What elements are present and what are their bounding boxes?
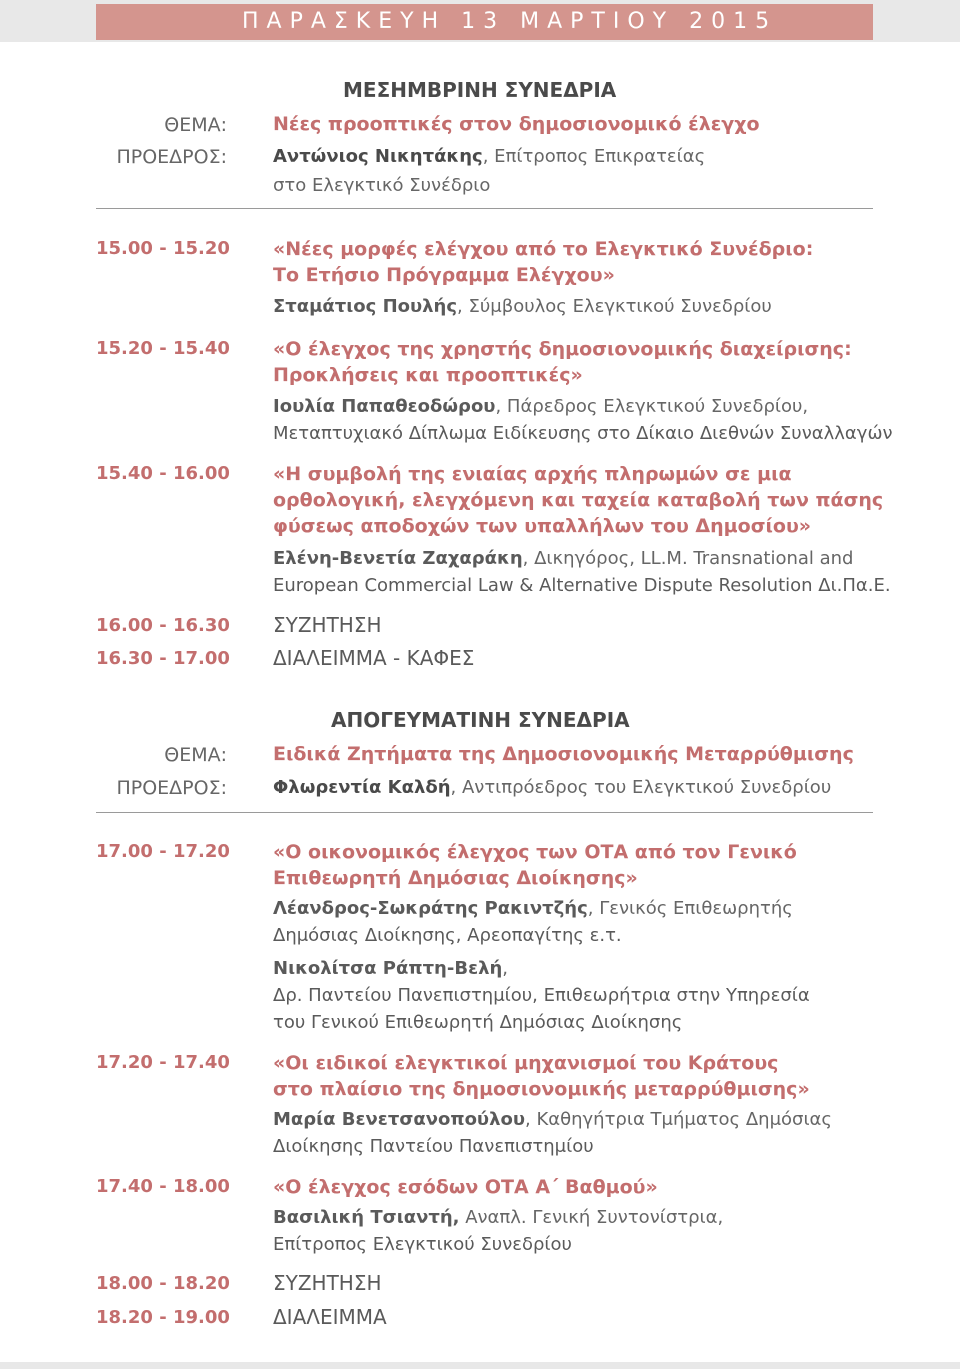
speaker-affiliation-line: του Γενικού Επιθεωρητή Δημόσιας Διοίκησης (273, 1012, 683, 1033)
talk-speaker: Μαρία Βενετσανοπούλου, Καθηγήτρια Τμήματος Δημόσιας (273, 1109, 832, 1130)
theme-label: ΘΕΜΑ: (164, 744, 227, 766)
talk-title: «Ο έλεγχος εσόδων ΟΤΑ Α΄ Βαθμού» (273, 1176, 658, 1198)
divider (96, 208, 873, 209)
speaker-affiliation-line: Δρ. Παντείου Πανεπιστημίου, Επιθεωρήτρια στην Υπηρεσία (273, 985, 810, 1006)
chair-name: Φλωρεντία Καλδή (273, 777, 451, 798)
chair-name: Αντώνιος Νικητάκης (273, 146, 483, 167)
break-time: 16.30 - 17.00 (96, 648, 230, 669)
talk-title: «Ο οικονομικός έλεγχος των ΟΤΑ από τον Γενικό Επιθεωρητή Δημόσιας Διοίκησης» (273, 841, 797, 889)
session-theme: Ειδικά Ζητήματα της Δημοσιονομικής Μεταρρύθμισης (273, 743, 854, 765)
session-title-midday: ΜΕΣΗΜΒΡΙΝΗ ΣΥΝΕΔΡΙΑ (343, 78, 617, 102)
chair-label: ΠΡΟΕΔΡΟΣ: (116, 146, 227, 168)
talk-title: «Η συμβολή της ενιαίας αρχής πληρωμών σε μια ορθολογική, ελεγχόμενη και ταχεία καταβολή των πάσης φύσεως αποδοχών των υπαλλήλων του Δημοσίου» (273, 463, 884, 537)
talk-title: «Νέες μορφές ελέγχου από το Ελεγκτικό Συνέδριο: Το Ετήσιο Πρόγραμμα Ελέγχου» (273, 238, 814, 286)
talk-speaker: Σταμάτιος Πουλής, Σύμβουλος Ελεγκτικού Συνεδρίου (273, 296, 772, 317)
speaker-affiliation-line2: Δημόσιας Διοίκησης, Αρεοπαγίτης ε.τ. (273, 925, 622, 946)
talk-time: 17.00 - 17.20 (96, 841, 230, 862)
talk-speaker: Ιουλία Παπαθεοδώρου, Πάρεδρος Ελεγκτικού Συνεδρίου, (273, 396, 809, 417)
break-time: 18.20 - 19.00 (96, 1307, 230, 1328)
talk-time: 17.40 - 18.00 (96, 1176, 230, 1197)
talk-time: 15.20 - 15.40 (96, 338, 230, 359)
session-title-afternoon: ΑΠΟΓΕΥΜΑΤΙΝΗ ΣΥΝΕΔΡΙΑ (331, 708, 630, 732)
bottom-band (0, 1362, 960, 1369)
talk-time: 15.40 - 16.00 (96, 463, 230, 484)
talk-title: «Οι ειδικοί ελεγκτικοί μηχανισμοί του Κράτους στο πλαίσιο της δημοσιονομικής μεταρρύθμισης» (273, 1052, 810, 1100)
speaker-name: Μαρία Βενετσανοπούλου (273, 1109, 525, 1130)
chair-affiliation: , Αντιπρόεδρος του Ελεγκτικού Συνεδρίου (450, 777, 832, 798)
session-chair (273, 777, 831, 798)
session-theme: Νέες προοπτικές στον δημοσιονομικό έλεγχο (273, 113, 760, 135)
talk-time: 17.20 - 17.40 (96, 1052, 230, 1073)
discussion-time: 16.00 - 16.30 (96, 615, 230, 636)
speaker-name: Βασιλική Τσιαντή, (273, 1207, 460, 1228)
chair-label: ΠΡΟΕΔΡΟΣ: (116, 777, 227, 799)
speaker-affiliation-line2: European Commercial Law & Alternative Dispute Resolution Δι.Πα.Ε. (273, 575, 891, 596)
talk-speaker: Βασιλική Τσιαντή, Αναπλ. Γενική Συντονίστρια, (273, 1207, 724, 1228)
speaker-affiliation-line2: Μεταπτυχιακό Δίπλωμα Ειδίκευσης στο Δίκαιο Διεθνών Συναλλαγών (273, 423, 893, 444)
speaker-name: Λέανδρος-Σωκράτης Ρακιντζής (273, 898, 588, 919)
speaker-name: Ιουλία Παπαθεοδώρου (273, 396, 496, 417)
discussion-label: ΣΥΖΗΤΗΣΗ (273, 1271, 382, 1295)
speaker-name: Νικολίτσα Ράπτη-Βελή (273, 958, 503, 979)
chair-affiliation-line2: στο Ελεγκτικό Συνέδριο (273, 175, 491, 196)
speaker-name: Σταμάτιος Πουλής (273, 296, 458, 317)
discussion-time: 18.00 - 18.20 (96, 1273, 230, 1294)
break-label: ΔΙΑΛΕΙΜΜΑ (273, 1305, 387, 1329)
talk-title: «Ο έλεγχος της χρηστής δημοσιονομικής διαχείρισης: Προκλήσεις και προοπτικές» (273, 338, 852, 386)
talk-speaker-2: Νικολίτσα Ράπτη-Βελή, (273, 958, 509, 979)
speaker-affiliation-line2: Επίτροπος Ελεγκτικού Συνεδρίου (273, 1234, 572, 1255)
talk-speaker: Λέανδρος-Σωκράτης Ρακιντζής, Γενικός Επιθεωρητής (273, 898, 793, 919)
chair-affiliation: , Επίτροπος Επικρατείας (482, 146, 706, 167)
discussion-label: ΣΥΖΗΤΗΣΗ (273, 613, 382, 637)
speaker-affiliation-line2: Διοίκησης Παντείου Πανεπιστημίου (273, 1136, 594, 1157)
talk-speaker: Ελένη-Βενετία Ζαχαράκη, Δικηγόρος, LL.M. Transnational and (273, 548, 854, 569)
break-label: ΔΙΑΛΕΙΜΜΑ - ΚΑΦΕΣ (273, 646, 475, 670)
date-banner: ΠΑΡΑΣΚΕΥΗ 13 ΜΑΡΤΙΟΥ 2015 (96, 4, 873, 40)
talk-time: 15.00 - 15.20 (96, 238, 230, 259)
session-chair (273, 146, 705, 167)
speaker-name: Ελένη-Βενετία Ζαχαράκη (273, 548, 523, 569)
divider (96, 812, 873, 813)
theme-label: ΘΕΜΑ: (164, 114, 227, 136)
